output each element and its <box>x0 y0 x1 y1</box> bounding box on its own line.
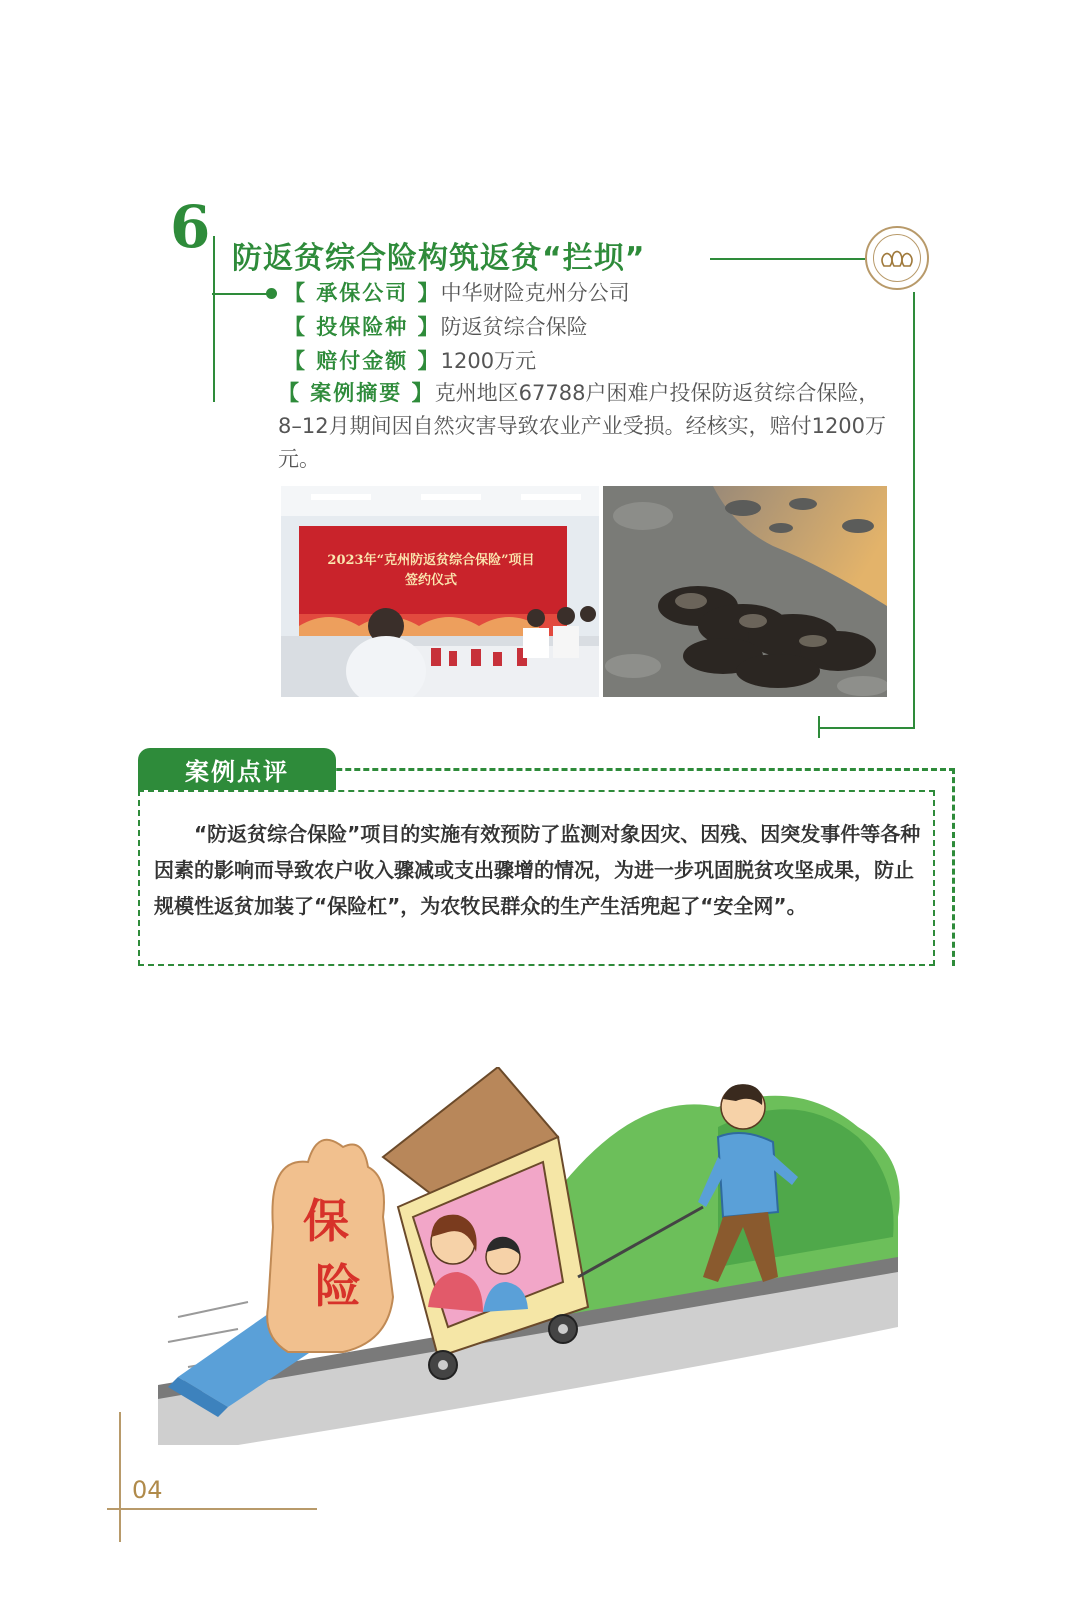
right-vertical-rule <box>913 292 915 728</box>
banner-line2: 签约仪式 <box>404 573 458 588</box>
field-payout <box>284 344 536 378</box>
field-label: 【 投保险种 】 <box>284 315 441 339</box>
left-vertical-rule <box>213 236 215 402</box>
case-summary <box>278 377 888 476</box>
bottom-rule <box>818 727 915 729</box>
insurance-cartoon-illustration <box>158 1067 928 1445</box>
section-number: 6 <box>170 193 211 261</box>
review-text: “防返贫综合保险”项目的实施有效预防了监测对象因灾、因残、因突发事件等各种因素的影响而导致农户收入骤减或支出骤增的情况，为进一步巩固脱贫攻坚成果，防止规模性返贫加装了“保险杠”，为农牧民群众的生产生活兜起了“安全网”。 <box>154 822 921 918</box>
summary-label: 【 案例摘要 】 <box>278 381 435 405</box>
hand-text-2: 险 <box>315 1259 361 1313</box>
field-pointer-line <box>212 293 272 295</box>
page-number: 04 <box>132 1476 163 1504</box>
field-pointer-dot <box>266 288 277 299</box>
section-title: 防返贫综合险构筑返贫“拦坝” <box>232 241 646 276</box>
field-underwriter <box>284 276 630 310</box>
signing-ceremony-photo <box>281 486 599 697</box>
title-rule <box>710 258 865 260</box>
review-tab: 案例点评 <box>138 748 336 790</box>
footer-vertical-rule <box>119 1412 121 1542</box>
livestock-loss-photo <box>603 486 887 697</box>
field-value: 1200万元 <box>440 349 537 373</box>
field-value: 防返贫综合保险 <box>440 315 588 339</box>
field-value: 中华财险克州分公司 <box>440 281 630 305</box>
hand-text-1: 保 <box>303 1194 349 1248</box>
footer-horizontal-rule <box>107 1508 317 1510</box>
summary-text: 克州地区67788户困难户投保防返贫综合保险，8–12月期间因自然灾害导致农业产业受损。经核实，赔付1200万元。 <box>278 381 887 471</box>
field-insurance-type <box>284 310 588 344</box>
field-label: 【 承保公司 】 <box>284 281 441 305</box>
field-label: 【 赔付金额 】 <box>284 349 441 373</box>
banner-line1: 2023年“克州防返贫综合保险”项目 <box>327 553 535 568</box>
money-bag-icon <box>873 234 921 282</box>
